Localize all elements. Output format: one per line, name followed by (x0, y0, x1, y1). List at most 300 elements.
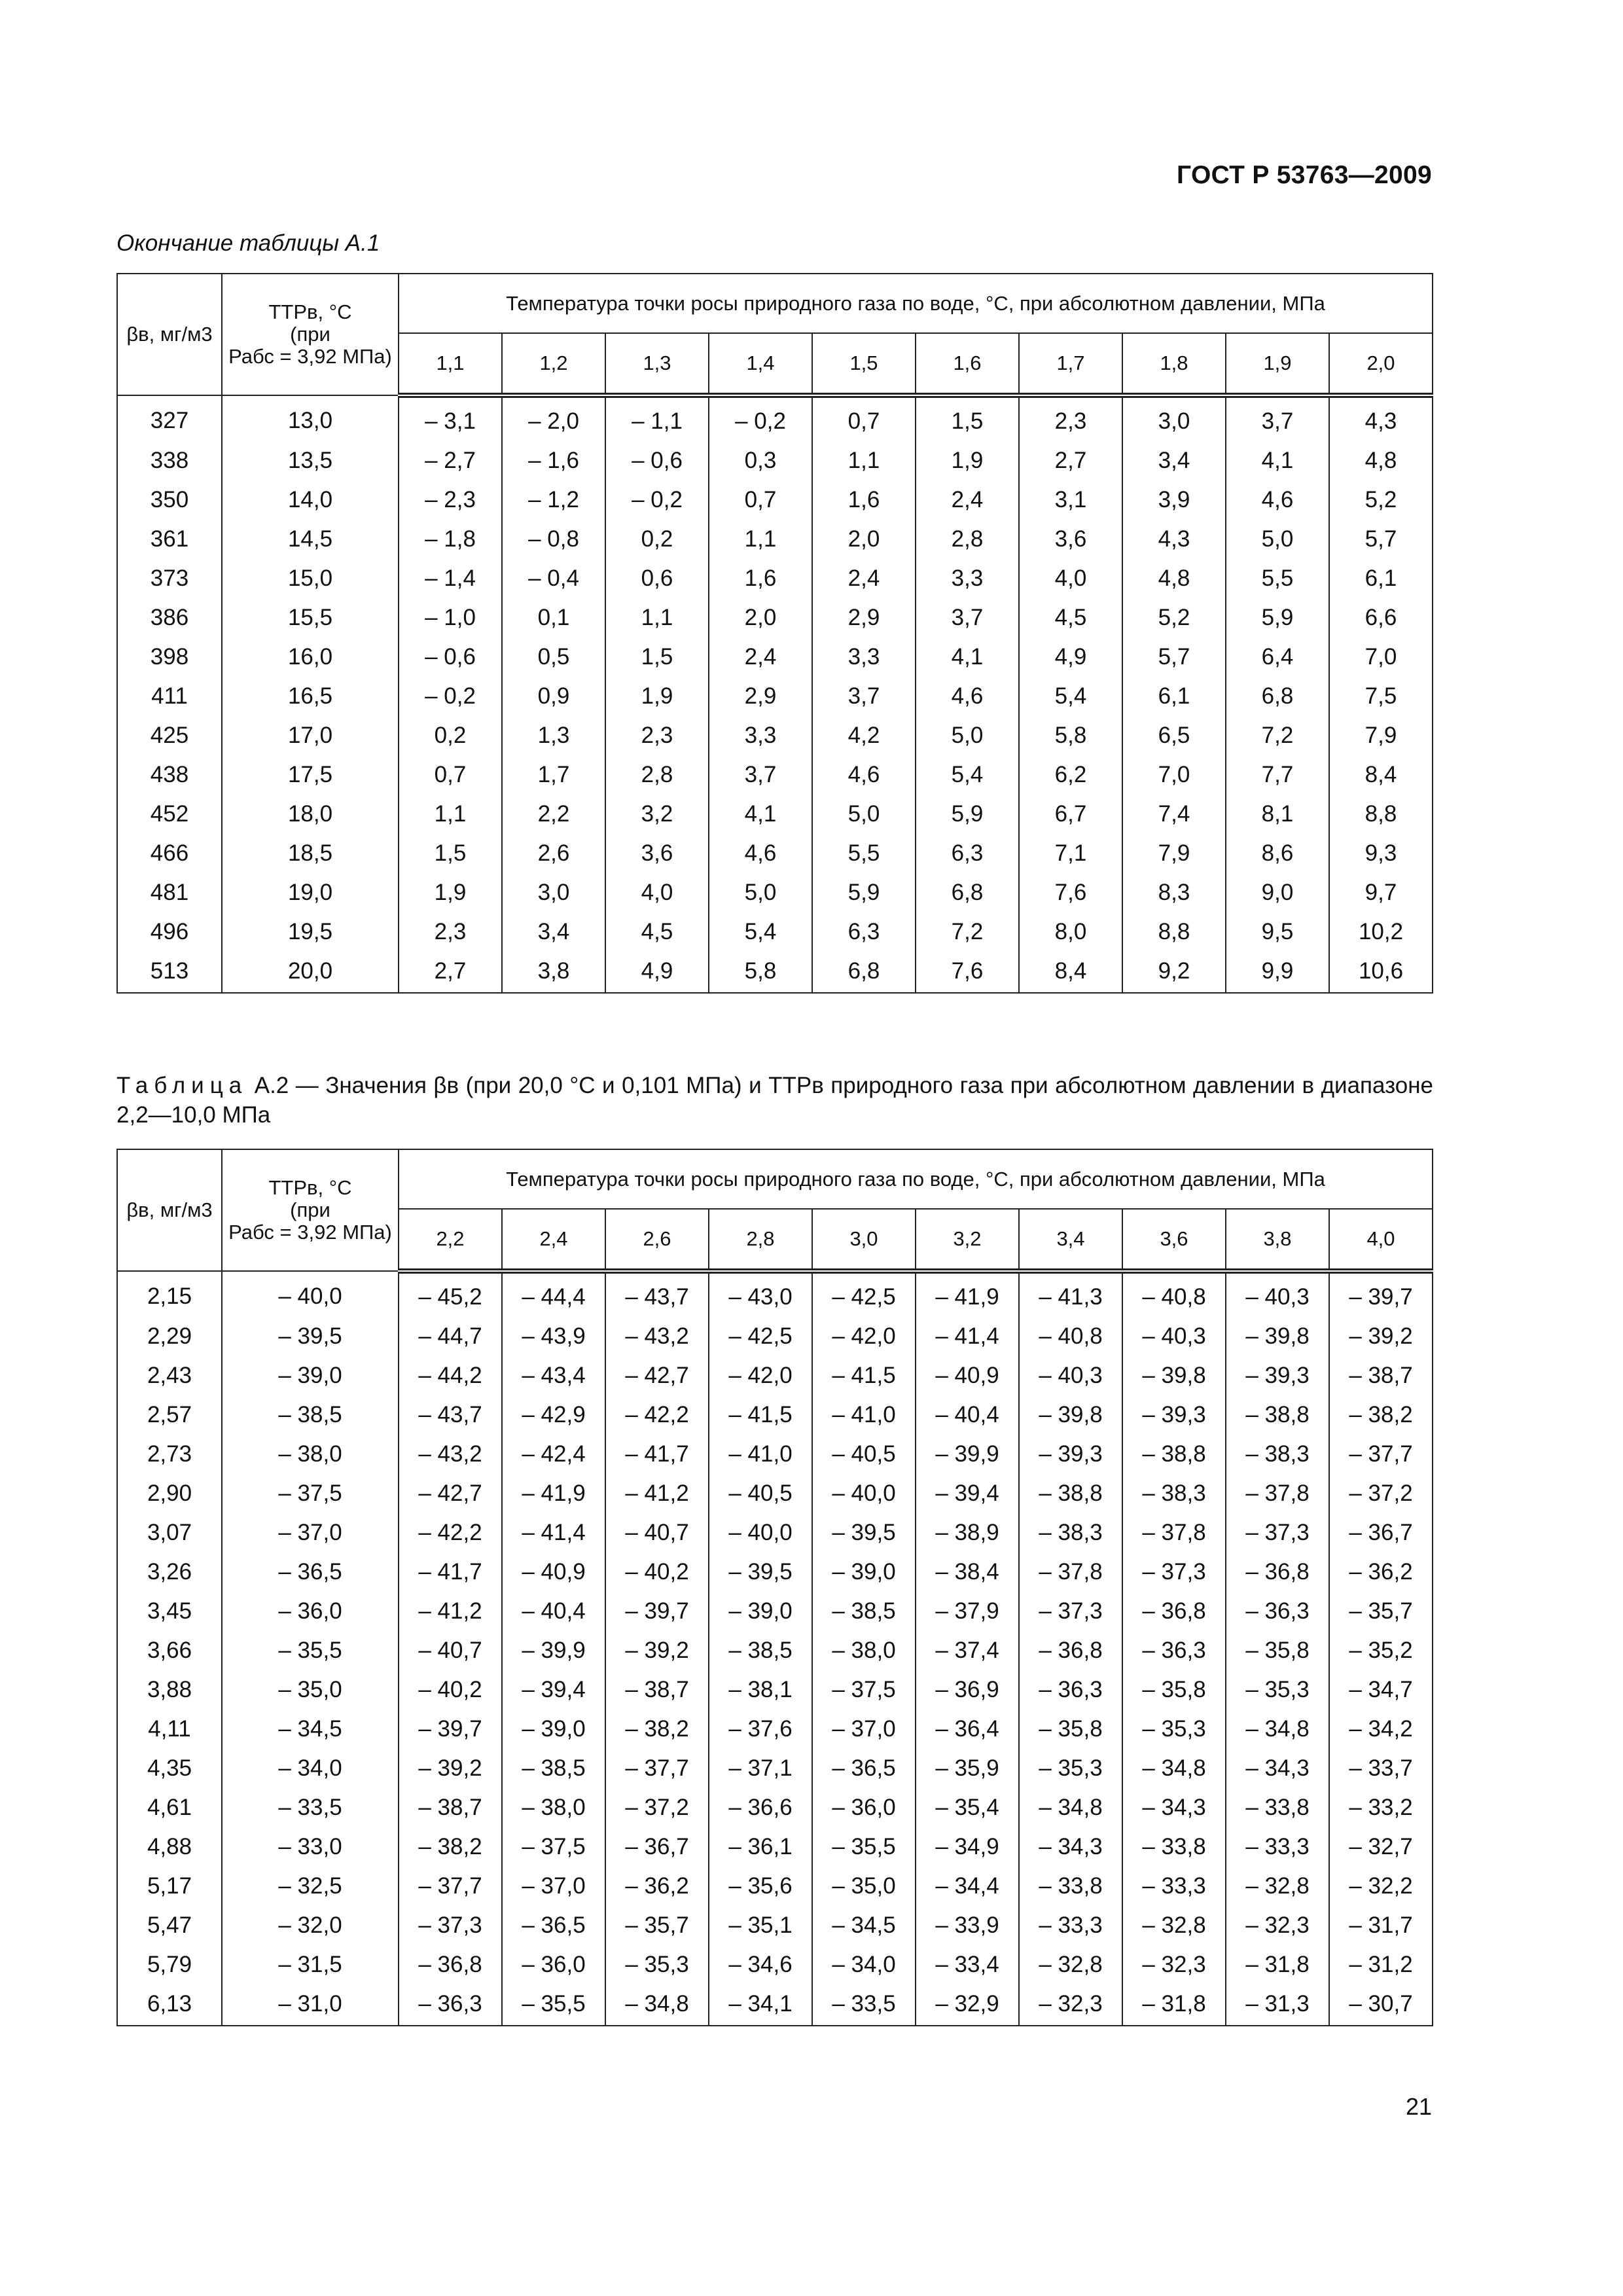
cell-dew-point: 6,6 (1329, 598, 1433, 637)
cell-beta: 361 (117, 520, 222, 559)
cell-beta: 2,57 (117, 1395, 222, 1435)
cell-dew-point: – 34,8 (605, 1984, 709, 2026)
cell-dew-point: – 1,4 (399, 559, 502, 598)
cell-dew-point: 1,1 (812, 441, 916, 480)
cell-dew-point: 2,4 (812, 559, 916, 598)
cell-dew-point-392: – 32,5 (222, 1867, 399, 1906)
cell-dew-point: 7,2 (916, 912, 1019, 952)
cell-dew-point: – 38,5 (502, 1749, 605, 1788)
cell-beta: 4,11 (117, 1710, 222, 1749)
cell-dew-point: 6,3 (812, 912, 916, 952)
cell-dew-point: – 32,3 (1122, 1945, 1226, 1984)
cell-dew-point: 4,9 (1019, 637, 1122, 677)
cell-dew-point: – 31,3 (1226, 1984, 1329, 2026)
cell-dew-point: 3,3 (709, 716, 812, 755)
cell-dew-point: – 41,0 (709, 1435, 812, 1474)
cell-dew-point: 3,4 (502, 912, 605, 952)
cell-dew-point: 10,2 (1329, 912, 1433, 952)
cell-dew-point-392: – 38,0 (222, 1435, 399, 1474)
cell-dew-point: – 44,4 (502, 1271, 605, 1317)
cell-dew-point: 1,6 (709, 559, 812, 598)
cell-dew-point: – 39,8 (1122, 1356, 1226, 1395)
cell-dew-point: – 38,3 (1019, 1513, 1122, 1552)
cell-dew-point-392: – 34,5 (222, 1710, 399, 1749)
cell-dew-point: – 39,0 (709, 1592, 812, 1631)
cell-dew-point: – 1,1 (605, 395, 709, 441)
pressure-header-cell: 1,8 (1122, 333, 1226, 395)
table-row (117, 912, 1433, 952)
cell-dew-point: – 40,3 (1019, 1356, 1122, 1395)
cell-dew-point: 5,9 (916, 795, 1019, 834)
cell-dew-point: 8,4 (1329, 755, 1433, 795)
cell-dew-point: – 34,8 (1019, 1788, 1122, 1827)
pressure-header-cell: 3,8 (1226, 1209, 1329, 1271)
cell-dew-point-392: 13,5 (222, 441, 399, 480)
pressure-header-cell: 3,0 (812, 1209, 916, 1271)
table-row (117, 1670, 1433, 1710)
cell-dew-point: 2,2 (502, 795, 605, 834)
cell-dew-point: – 36,5 (502, 1906, 605, 1945)
cell-dew-point: – 36,2 (605, 1867, 709, 1906)
cell-dew-point: 4,2 (812, 716, 916, 755)
cell-beta: 6,13 (117, 1984, 222, 2026)
cell-dew-point: 7,0 (1122, 755, 1226, 795)
cell-dew-point: 2,6 (502, 834, 605, 873)
cell-dew-point-392: 18,5 (222, 834, 399, 873)
cell-dew-point-392: 13,0 (222, 395, 399, 441)
cell-dew-point: – 43,2 (399, 1435, 502, 1474)
cell-dew-point: – 33,8 (1019, 1867, 1122, 1906)
table-body (117, 395, 1433, 993)
table-row (117, 1788, 1433, 1827)
pressure-header-cell: 1,7 (1019, 333, 1122, 395)
cell-beta: 2,29 (117, 1317, 222, 1356)
cell-dew-point: – 31,8 (1226, 1945, 1329, 1984)
cell-dew-point: 2,8 (605, 755, 709, 795)
cell-dew-point: 5,5 (812, 834, 916, 873)
cell-dew-point: 5,9 (1226, 598, 1329, 637)
pressure-header-cell: 1,3 (605, 333, 709, 395)
cell-dew-point-392: – 35,0 (222, 1670, 399, 1710)
cell-beta: 438 (117, 755, 222, 795)
cell-dew-point: – 34,3 (1122, 1788, 1226, 1827)
cell-dew-point: – 38,1 (709, 1670, 812, 1710)
cell-dew-point: – 3,1 (399, 395, 502, 441)
table-a1-continuation-caption: Окончание таблицы А.1 (116, 230, 380, 256)
cell-dew-point: 0,3 (709, 441, 812, 480)
cell-dew-point: – 34,8 (1122, 1749, 1226, 1788)
cell-dew-point: – 33,8 (1226, 1788, 1329, 1827)
table-title: А.2 — Значения βв (при 20,0 °С и 0,101 МПа) и ТТРв природного газа при абсолютном давлении в диапазоне 2,2—10,0 МПа (116, 1073, 1433, 1128)
cell-dew-point: 0,5 (502, 637, 605, 677)
cell-dew-point: – 42,5 (709, 1317, 812, 1356)
table-row (117, 520, 1433, 559)
cell-dew-point: – 0,8 (502, 520, 605, 559)
header-dew-point-392: ТТРв, °С (при Рабс = 3,92 МПа) (222, 1149, 399, 1271)
cell-dew-point: – 35,4 (916, 1788, 1019, 1827)
cell-dew-point-392: – 31,0 (222, 1984, 399, 2026)
cell-dew-point: – 32,7 (1329, 1827, 1433, 1867)
cell-dew-point: 9,2 (1122, 952, 1226, 993)
cell-dew-point: – 36,8 (1019, 1631, 1122, 1670)
cell-dew-point: – 38,8 (1019, 1474, 1122, 1513)
cell-dew-point: – 41,0 (812, 1395, 916, 1435)
cell-dew-point: 3,8 (502, 952, 605, 993)
cell-dew-point: – 41,4 (916, 1317, 1019, 1356)
table-row (117, 441, 1433, 480)
cell-dew-point: – 34,2 (1329, 1710, 1433, 1749)
table-row (117, 1631, 1433, 1670)
cell-dew-point: – 37,1 (709, 1749, 812, 1788)
cell-dew-point: – 36,3 (1019, 1670, 1122, 1710)
cell-dew-point: – 40,4 (916, 1395, 1019, 1435)
cell-dew-point: 9,3 (1329, 834, 1433, 873)
cell-dew-point: 10,6 (1329, 952, 1433, 993)
page-number: 21 (1405, 2093, 1432, 2120)
cell-beta: 466 (117, 834, 222, 873)
cell-dew-point: – 39,0 (502, 1710, 605, 1749)
cell-dew-point: – 44,7 (399, 1317, 502, 1356)
pressure-header-cell: 1,2 (502, 333, 605, 395)
cell-dew-point: 4,8 (1122, 559, 1226, 598)
table-a2-caption (116, 1071, 1433, 1130)
cell-dew-point: – 41,9 (916, 1271, 1019, 1317)
table-row (117, 1395, 1433, 1435)
cell-dew-point: – 40,3 (1226, 1271, 1329, 1317)
pressure-header-cell: 3,6 (1122, 1209, 1226, 1271)
cell-dew-point: – 34,3 (1226, 1749, 1329, 1788)
table-label: Таблица (116, 1073, 248, 1098)
cell-dew-point: – 38,8 (1122, 1435, 1226, 1474)
cell-dew-point: – 32,3 (1226, 1906, 1329, 1945)
cell-dew-point-392: 16,0 (222, 637, 399, 677)
cell-dew-point: 2,9 (812, 598, 916, 637)
cell-dew-point: – 35,1 (709, 1906, 812, 1945)
pressure-header-cell: 1,9 (1226, 333, 1329, 395)
cell-dew-point: – 0,6 (605, 441, 709, 480)
cell-dew-point: 6,8 (1226, 677, 1329, 716)
cell-dew-point: 1,9 (916, 441, 1019, 480)
cell-dew-point: 0,9 (502, 677, 605, 716)
cell-dew-point: 9,7 (1329, 873, 1433, 912)
cell-dew-point: – 31,2 (1329, 1945, 1433, 1984)
cell-dew-point: – 37,0 (502, 1867, 605, 1906)
cell-dew-point: 4,5 (1019, 598, 1122, 637)
cell-dew-point: – 33,8 (1122, 1827, 1226, 1867)
cell-dew-point: 5,7 (1122, 637, 1226, 677)
cell-dew-point: – 36,7 (1329, 1513, 1433, 1552)
cell-dew-point: 5,9 (812, 873, 916, 912)
cell-dew-point: – 39,7 (399, 1710, 502, 1749)
cell-dew-point: 7,6 (916, 952, 1019, 993)
cell-dew-point: 0,6 (605, 559, 709, 598)
table-row (117, 1984, 1433, 2026)
cell-dew-point: – 35,5 (502, 1984, 605, 2026)
cell-dew-point: – 32,8 (1226, 1867, 1329, 1906)
cell-dew-point: – 34,7 (1329, 1670, 1433, 1710)
table-row (117, 1552, 1433, 1592)
cell-dew-point: – 41,7 (399, 1552, 502, 1592)
cell-dew-point: – 34,4 (916, 1867, 1019, 1906)
cell-dew-point: 4,0 (1019, 559, 1122, 598)
cell-dew-point: – 39,8 (1226, 1317, 1329, 1356)
cell-dew-point: 4,6 (1226, 480, 1329, 520)
cell-beta: 398 (117, 637, 222, 677)
cell-dew-point: – 37,8 (1122, 1513, 1226, 1552)
cell-dew-point: – 34,0 (812, 1945, 916, 1984)
cell-dew-point: 4,0 (605, 873, 709, 912)
cell-dew-point: – 43,0 (709, 1271, 812, 1317)
cell-dew-point: 2,3 (1019, 395, 1122, 441)
cell-dew-point: – 41,2 (605, 1474, 709, 1513)
cell-dew-point: 6,1 (1329, 559, 1433, 598)
cell-dew-point: 2,3 (605, 716, 709, 755)
cell-dew-point: – 34,9 (916, 1827, 1019, 1867)
cell-dew-point: 4,1 (709, 795, 812, 834)
cell-dew-point: – 39,3 (1226, 1356, 1329, 1395)
cell-dew-point-392: – 32,0 (222, 1906, 399, 1945)
cell-dew-point: – 40,9 (502, 1552, 605, 1592)
cell-dew-point-392: 19,0 (222, 873, 399, 912)
cell-dew-point: 0,7 (709, 480, 812, 520)
cell-dew-point: – 34,8 (1226, 1710, 1329, 1749)
cell-dew-point: 1,5 (605, 637, 709, 677)
cell-dew-point: – 42,2 (605, 1395, 709, 1435)
table-row (117, 1867, 1433, 1906)
cell-dew-point: 2,0 (709, 598, 812, 637)
cell-dew-point: 5,7 (1329, 520, 1433, 559)
cell-dew-point: 1,1 (709, 520, 812, 559)
cell-dew-point: – 42,7 (399, 1474, 502, 1513)
cell-dew-point: – 35,8 (1019, 1710, 1122, 1749)
table-row (117, 1317, 1433, 1356)
cell-dew-point: – 35,3 (1122, 1710, 1226, 1749)
cell-dew-point: – 32,9 (916, 1984, 1019, 2026)
cell-dew-point: – 41,5 (709, 1395, 812, 1435)
cell-dew-point: – 36,0 (812, 1788, 916, 1827)
cell-dew-point: – 43,7 (605, 1271, 709, 1317)
cell-dew-point: – 39,9 (502, 1631, 605, 1670)
cell-dew-point: – 45,2 (399, 1271, 502, 1317)
cell-dew-point: 4,1 (916, 637, 1019, 677)
cell-dew-point: 5,4 (709, 912, 812, 952)
cell-dew-point-392: – 34,0 (222, 1749, 399, 1788)
pressure-header-cell: 1,6 (916, 333, 1019, 395)
cell-dew-point-392: – 36,5 (222, 1552, 399, 1592)
cell-dew-point: – 40,9 (916, 1356, 1019, 1395)
cell-dew-point: – 37,2 (605, 1788, 709, 1827)
cell-dew-point-392: 14,0 (222, 480, 399, 520)
cell-dew-point: – 37,2 (1329, 1474, 1433, 1513)
cell-dew-point: – 37,8 (1019, 1552, 1122, 1592)
cell-dew-point: 3,3 (812, 637, 916, 677)
cell-dew-point: 7,2 (1226, 716, 1329, 755)
cell-dew-point: 7,1 (1019, 834, 1122, 873)
table-row (117, 1592, 1433, 1631)
cell-dew-point-392: 18,0 (222, 795, 399, 834)
pressure-header-cell: 1,1 (399, 333, 502, 395)
cell-dew-point: – 1,0 (399, 598, 502, 637)
cell-dew-point: 5,4 (1019, 677, 1122, 716)
cell-dew-point: – 33,2 (1329, 1788, 1433, 1827)
cell-dew-point: – 39,2 (605, 1631, 709, 1670)
cell-dew-point: 8,6 (1226, 834, 1329, 873)
cell-dew-point: – 38,0 (502, 1788, 605, 1827)
table-row (117, 952, 1433, 993)
cell-dew-point: – 35,0 (812, 1867, 916, 1906)
cell-dew-point: – 0,2 (399, 677, 502, 716)
cell-dew-point: – 43,7 (399, 1395, 502, 1435)
cell-dew-point: 4,3 (1329, 395, 1433, 441)
cell-dew-point: – 38,7 (605, 1670, 709, 1710)
cell-dew-point-392: 14,5 (222, 520, 399, 559)
cell-dew-point: – 36,6 (709, 1788, 812, 1827)
cell-dew-point: – 36,5 (812, 1749, 916, 1788)
cell-dew-point: – 0,4 (502, 559, 605, 598)
cell-dew-point-392: – 37,0 (222, 1513, 399, 1552)
cell-dew-point: 1,3 (502, 716, 605, 755)
cell-dew-point: – 38,4 (916, 1552, 1019, 1592)
cell-dew-point: – 37,3 (399, 1906, 502, 1945)
table-row (117, 1749, 1433, 1788)
cell-dew-point: – 37,8 (1226, 1474, 1329, 1513)
cell-dew-point: 7,0 (1329, 637, 1433, 677)
cell-beta: 2,15 (117, 1271, 222, 1317)
cell-dew-point: 4,5 (605, 912, 709, 952)
cell-beta: 5,17 (117, 1867, 222, 1906)
header-dew-point-group: Температура точки росы природного газа по воде, °С, при абсолютном давлении, МПа (399, 1149, 1433, 1209)
cell-dew-point: – 35,7 (605, 1906, 709, 1945)
cell-dew-point: 9,0 (1226, 873, 1329, 912)
cell-dew-point: – 36,8 (1122, 1592, 1226, 1631)
cell-dew-point: 6,4 (1226, 637, 1329, 677)
cell-beta: 3,66 (117, 1631, 222, 1670)
pressure-header-cell: 4,0 (1329, 1209, 1433, 1271)
cell-dew-point: – 34,3 (1019, 1827, 1122, 1867)
cell-dew-point-392: 15,0 (222, 559, 399, 598)
cell-dew-point: 4,3 (1122, 520, 1226, 559)
cell-dew-point: – 36,1 (709, 1827, 812, 1867)
cell-dew-point: – 35,3 (1019, 1749, 1122, 1788)
cell-dew-point: – 43,2 (605, 1317, 709, 1356)
cell-dew-point: – 33,3 (1226, 1827, 1329, 1867)
cell-dew-point: 7,4 (1122, 795, 1226, 834)
cell-beta: 481 (117, 873, 222, 912)
cell-dew-point: – 38,2 (399, 1827, 502, 1867)
cell-dew-point: – 43,4 (502, 1356, 605, 1395)
cell-dew-point: – 42,2 (399, 1513, 502, 1552)
header-dew-point-392: ТТРв, °С (при Рабс = 3,92 МПа) (222, 274, 399, 395)
cell-dew-point: – 40,7 (605, 1513, 709, 1552)
cell-dew-point: – 38,2 (1329, 1395, 1433, 1435)
table-a1 (116, 273, 1433, 994)
table-a2 (116, 1149, 1433, 2026)
cell-dew-point: – 39,4 (502, 1670, 605, 1710)
cell-dew-point: – 38,3 (1226, 1435, 1329, 1474)
cell-dew-point: 7,7 (1226, 755, 1329, 795)
cell-dew-point: – 2,0 (502, 395, 605, 441)
cell-dew-point: – 38,2 (605, 1710, 709, 1749)
cell-dew-point: 7,9 (1329, 716, 1433, 755)
cell-dew-point: – 40,2 (605, 1552, 709, 1592)
cell-dew-point: 2,0 (812, 520, 916, 559)
cell-dew-point: – 38,5 (812, 1592, 916, 1631)
cell-dew-point: 3,7 (709, 755, 812, 795)
cell-dew-point: – 41,9 (502, 1474, 605, 1513)
cell-dew-point: 3,1 (1019, 480, 1122, 520)
cell-dew-point-392: – 39,5 (222, 1317, 399, 1356)
cell-dew-point: – 36,8 (1226, 1552, 1329, 1592)
cell-dew-point: 3,2 (605, 795, 709, 834)
cell-dew-point: – 40,4 (502, 1592, 605, 1631)
cell-dew-point: – 33,3 (1019, 1906, 1122, 1945)
cell-beta: 3,26 (117, 1552, 222, 1592)
table-row (117, 1356, 1433, 1395)
cell-dew-point: – 0,2 (605, 480, 709, 520)
cell-dew-point: – 33,5 (812, 1984, 916, 2026)
cell-beta: 350 (117, 480, 222, 520)
cell-dew-point: 5,0 (812, 795, 916, 834)
cell-dew-point: 4,6 (709, 834, 812, 873)
pressure-header-cell: 2,4 (502, 1209, 605, 1271)
cell-dew-point: – 31,8 (1122, 1984, 1226, 2026)
table-row (117, 1271, 1433, 1317)
cell-dew-point: – 35,2 (1329, 1631, 1433, 1670)
cell-dew-point-392: – 33,5 (222, 1788, 399, 1827)
cell-dew-point: 7,9 (1122, 834, 1226, 873)
cell-dew-point: 2,9 (709, 677, 812, 716)
cell-dew-point: – 1,2 (502, 480, 605, 520)
cell-dew-point: 1,9 (399, 873, 502, 912)
cell-dew-point: 4,9 (605, 952, 709, 993)
cell-dew-point: 9,5 (1226, 912, 1329, 952)
cell-dew-point-392: 19,5 (222, 912, 399, 952)
cell-dew-point: – 40,0 (812, 1474, 916, 1513)
cell-dew-point: – 39,9 (916, 1435, 1019, 1474)
cell-dew-point: – 37,3 (1122, 1552, 1226, 1592)
cell-dew-point: – 37,6 (709, 1710, 812, 1749)
cell-dew-point: – 30,7 (1329, 1984, 1433, 2026)
header-dew-point-group: Температура точки росы природного газа по воде, °С, при абсолютном давлении, МПа (399, 274, 1433, 333)
cell-dew-point: – 39,0 (812, 1552, 916, 1592)
cell-dew-point: – 34,1 (709, 1984, 812, 2026)
cell-beta: 496 (117, 912, 222, 952)
cell-beta: 3,07 (117, 1513, 222, 1552)
cell-beta: 2,73 (117, 1435, 222, 1474)
cell-dew-point-392: – 36,0 (222, 1592, 399, 1631)
cell-dew-point: – 33,4 (916, 1945, 1019, 1984)
cell-dew-point: – 43,9 (502, 1317, 605, 1356)
cell-dew-point: – 42,4 (502, 1435, 605, 1474)
cell-dew-point: 8,4 (1019, 952, 1122, 993)
table-row (117, 1827, 1433, 1867)
cell-dew-point: – 40,2 (399, 1670, 502, 1710)
cell-dew-point: – 35,6 (709, 1867, 812, 1906)
table-row (117, 637, 1433, 677)
cell-dew-point: – 36,4 (916, 1710, 1019, 1749)
cell-dew-point: – 35,9 (916, 1749, 1019, 1788)
cell-beta: 5,79 (117, 1945, 222, 1984)
cell-dew-point: – 42,0 (812, 1317, 916, 1356)
cell-dew-point: 4,8 (1329, 441, 1433, 480)
cell-dew-point: 3,4 (1122, 441, 1226, 480)
cell-dew-point: – 0,6 (399, 637, 502, 677)
cell-dew-point: – 41,7 (605, 1435, 709, 1474)
cell-dew-point: 5,8 (1019, 716, 1122, 755)
pressure-header-cell: 2,6 (605, 1209, 709, 1271)
cell-dew-point: – 32,3 (1019, 1984, 1122, 2026)
cell-dew-point: – 39,5 (812, 1513, 916, 1552)
